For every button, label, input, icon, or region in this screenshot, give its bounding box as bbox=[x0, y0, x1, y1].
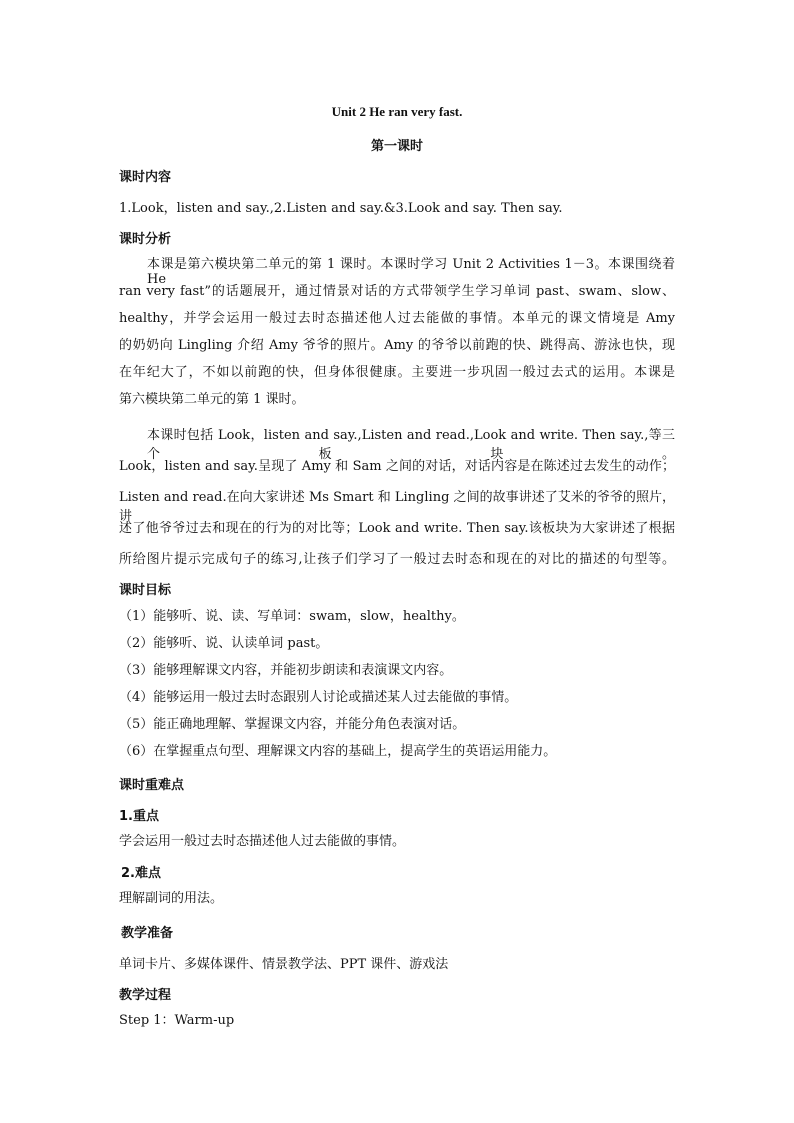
preparation-heading: 教学准备 bbox=[121, 926, 174, 941]
key-point-text: 学会运用一般过去时态描述他人过去能做的事情。 bbox=[119, 834, 406, 849]
analysis-line: healthy，并学会运用一般过去时态描述他人过去能做的事情。本单元的课文情境是 Amy bbox=[119, 311, 675, 326]
analysis-line: Look，listen and say.呈现了 Amy 和 Sam 之间的对话，对话内容是在陈述过去发生的动作； bbox=[119, 459, 675, 474]
analysis-line: ran very fast”的话题展开，通过情景对话的方式带领学生学习单词 past、swam、slow、 bbox=[119, 284, 675, 299]
goal-item: （4）能够运用一般过去时态跟别人讨论或描述某人过去能做的事情。 bbox=[119, 690, 518, 705]
analysis-line: 所给图片提示完成句子的练习,让孩子们学习了一般过去时态和现在的对比的描述的句型等。 bbox=[119, 552, 675, 567]
analysis-line: 在年纪大了，不如以前跑的快，但身体很健康。主要进一步巩固一般过去式的运用。本课是 bbox=[119, 365, 675, 380]
difficult-point-label: 2.难点 bbox=[121, 866, 161, 881]
key-point-label: 1.重点 bbox=[119, 809, 159, 824]
analysis-line: 的奶奶向 Lingling 介绍 Amy 爷爷的照片。Amy 的爷爷以前跑的快、跳得高、游泳也快，现 bbox=[119, 338, 675, 353]
analysis-line: 本课时包括 Look，listen and say.,Listen and read.,Look and write. Then say.,等三个板块。 bbox=[147, 428, 675, 462]
goals-heading: 课时目标 bbox=[119, 583, 172, 598]
difficult-point-text: 理解副词的用法。 bbox=[119, 891, 224, 906]
analysis-heading: 课时分析 bbox=[119, 232, 172, 247]
goal-item: （3）能够理解课文内容，并能初步朗读和表演课文内容。 bbox=[119, 663, 453, 678]
preparation-text: 单词卡片、多媒体课件、情景教学法、PPT 课件、游戏法 bbox=[119, 957, 449, 972]
analysis-line: 第六模块第二单元的第 1 课时。 bbox=[119, 392, 305, 407]
analysis-line: 述了他爷爷过去和现在的行为的对比等；Look and write. Then say.该板块为大家讲述了根据 bbox=[119, 521, 675, 536]
lesson-subtitle: 第一课时 bbox=[370, 138, 423, 153]
content-heading: 课时内容 bbox=[119, 170, 172, 185]
process-heading: 教学过程 bbox=[119, 988, 172, 1003]
key-difficult-heading: 课时重难点 bbox=[119, 778, 185, 793]
analysis-line: Listen and read.在向大家讲述 Ms Smart 和 Lingling 之间的故事讲述了艾米的爷爷的照片，讲 bbox=[119, 490, 675, 524]
content-text: 1.Look，listen and say.,2.Listen and say.&3.Look and say. Then say. bbox=[119, 201, 563, 216]
step-1: Step 1：Warm-up bbox=[119, 1013, 235, 1028]
goal-item: （6）在掌握重点句型、理解课文内容的基础上，提高学生的英语运用能力。 bbox=[119, 744, 557, 759]
goal-item: （2）能够听、说、认读单词 past。 bbox=[119, 636, 329, 651]
document-title: Unit 2 He ran very fast. bbox=[331, 104, 463, 119]
analysis-line: 本课是第六模块第二单元的第 1 课时。本课时学习 Unit 2 Activities 1－3。本课围绕着He bbox=[147, 257, 675, 287]
goal-item: （5）能正确地理解、掌握课文内容，并能分角色表演对话。 bbox=[119, 717, 466, 732]
goal-item: （1）能够听、说、读、写单词：swam，slow，healthy。 bbox=[119, 609, 465, 624]
